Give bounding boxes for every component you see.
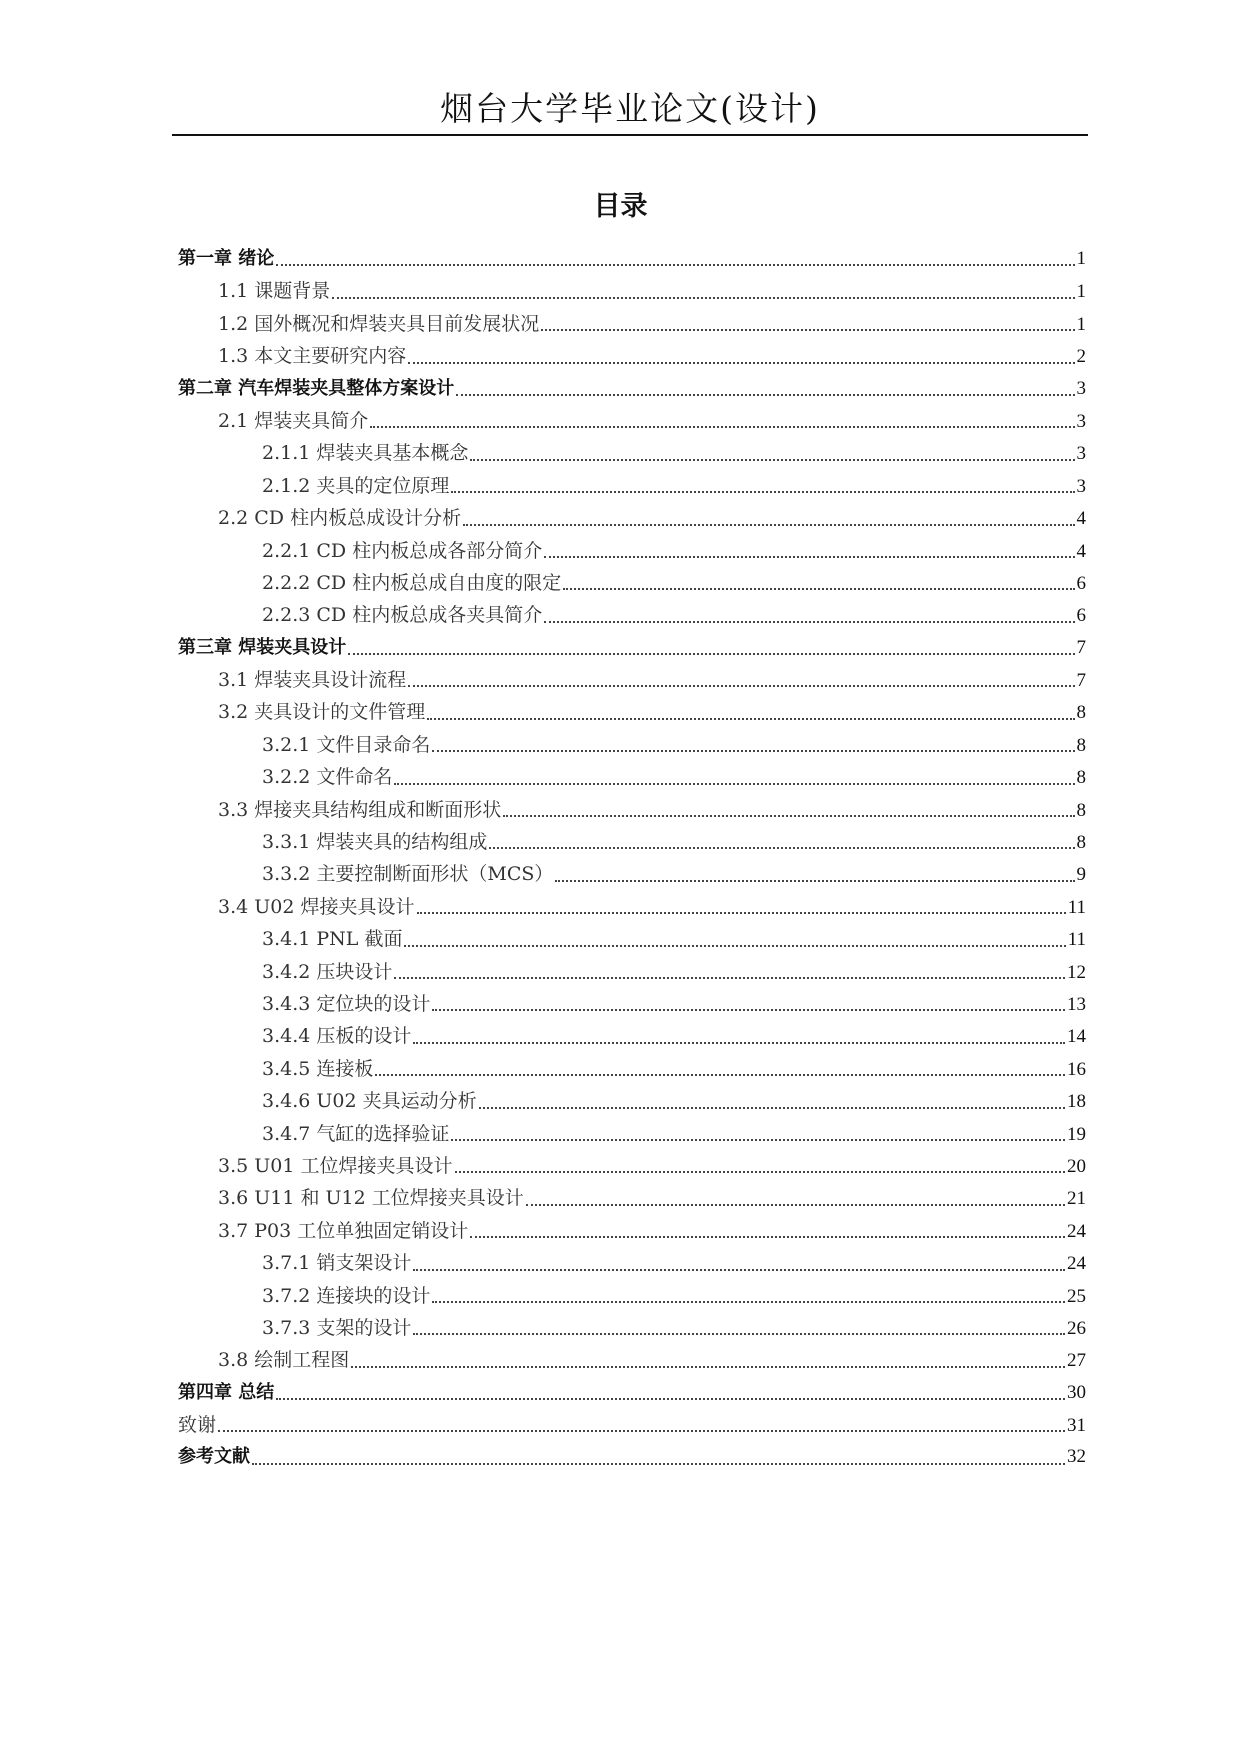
toc-title: 目录 xyxy=(593,191,648,222)
toc-entry-page-number: 4 xyxy=(1076,540,1086,562)
toc-entry-page-number: 8 xyxy=(1076,799,1086,821)
dot-leader xyxy=(351,1365,1065,1368)
dot-leader xyxy=(276,263,1074,266)
toc-entry-label: 3.4.6 U02 夹具运动分析 xyxy=(262,1090,477,1113)
dot-leader xyxy=(489,846,1074,849)
dot-leader xyxy=(348,652,1074,655)
toc-entry-label: 3.2.2 文件命名 xyxy=(262,766,393,789)
toc-entry-page-number: 4 xyxy=(1076,508,1086,530)
toc-entry-page-number: 1 xyxy=(1076,248,1086,269)
toc-entry[interactable] xyxy=(178,1312,1086,1344)
dot-leader xyxy=(252,1462,1065,1465)
toc-entry[interactable] xyxy=(178,891,1086,923)
toc-entry-page-number: 8 xyxy=(1076,767,1086,789)
toc-entry[interactable] xyxy=(178,729,1086,761)
toc-entry-page-number: 25 xyxy=(1067,1285,1086,1307)
toc-entry[interactable] xyxy=(178,956,1086,988)
dot-leader xyxy=(470,458,1074,461)
dot-leader xyxy=(470,1235,1065,1238)
toc-entry[interactable] xyxy=(178,826,1086,858)
toc-entry[interactable] xyxy=(178,1053,1086,1085)
toc-entry-page-number: 26 xyxy=(1067,1317,1086,1339)
toc-entry-page-number: 3 xyxy=(1076,475,1086,497)
toc-entry-label: 2.2 CD 柱内板总成设计分析 xyxy=(218,507,462,530)
dot-leader xyxy=(555,879,1074,882)
table-of-contents xyxy=(178,243,1086,1474)
toc-entry-label: 3.4.7 气缸的选择验证 xyxy=(262,1122,450,1145)
toc-entry-label: 3.3.1 焊装夹具的结构组成 xyxy=(262,831,488,854)
toc-entry[interactable] xyxy=(178,275,1086,307)
toc-entry-label: 3.4.4 压板的设计 xyxy=(262,1025,412,1048)
toc-entry-label: 3.7.2 连接块的设计 xyxy=(262,1284,431,1307)
toc-entry-label: 1.2 国外概况和焊装夹具目前发展状况 xyxy=(218,312,540,335)
toc-entry-page-number: 24 xyxy=(1067,1220,1086,1242)
dot-leader xyxy=(432,749,1074,752)
toc-entry-page-number: 32 xyxy=(1067,1446,1086,1468)
toc-entry-label: 3.5 U01 工位焊接夹具设计 xyxy=(218,1154,453,1177)
toc-entry[interactable] xyxy=(178,1280,1086,1312)
toc-entry-page-number: 30 xyxy=(1067,1381,1086,1403)
toc-entry-page-number: 24 xyxy=(1067,1253,1086,1275)
toc-entry-page-number: 11 xyxy=(1067,896,1086,918)
dot-leader xyxy=(413,1268,1065,1271)
toc-entry[interactable] xyxy=(178,243,1086,275)
toc-entry-page-number: 6 xyxy=(1076,572,1086,594)
dot-leader xyxy=(370,425,1074,428)
toc-entry-label: 3.2.1 文件目录命名 xyxy=(262,733,431,756)
toc-entry-label: 2.2.1 CD 柱内板总成各部分简介 xyxy=(262,539,543,562)
toc-entry[interactable] xyxy=(178,599,1086,631)
toc-entry-page-number: 19 xyxy=(1067,1123,1086,1145)
toc-entry-page-number: 1 xyxy=(1076,281,1086,303)
dot-leader xyxy=(541,328,1074,331)
toc-entry-page-number: 3 xyxy=(1076,443,1086,465)
toc-entry-label: 3.3 焊接夹具结构组成和断面形状 xyxy=(218,798,502,821)
dot-leader xyxy=(432,1300,1065,1303)
dot-leader xyxy=(332,296,1074,299)
toc-entry[interactable] xyxy=(178,1085,1086,1117)
toc-entry[interactable] xyxy=(178,1150,1086,1182)
dot-leader xyxy=(417,911,1066,914)
toc-entry-label: 3.4 U02 焊接夹具设计 xyxy=(218,895,415,918)
toc-entry[interactable] xyxy=(178,632,1086,664)
dot-leader xyxy=(394,782,1074,785)
toc-entry-page-number: 2 xyxy=(1076,346,1086,368)
toc-entry-label: 3.8 绘制工程图 xyxy=(218,1349,350,1372)
toc-entry-page-number: 7 xyxy=(1076,636,1086,658)
toc-entry-label: 第二章 汽车焊装夹具整体方案设计 xyxy=(178,377,455,399)
toc-entry[interactable] xyxy=(178,1247,1086,1279)
toc-entry-page-number: 9 xyxy=(1076,864,1086,886)
toc-entry-label: 3.3.2 主要控制断面形状（MCS） xyxy=(262,863,554,886)
toc-entry-label: 3.4.5 连接板 xyxy=(262,1057,374,1080)
toc-entry[interactable] xyxy=(178,373,1086,405)
toc-entry[interactable] xyxy=(178,696,1086,728)
toc-entry-page-number: 3 xyxy=(1076,377,1086,399)
dot-leader xyxy=(432,1008,1065,1011)
toc-entry-page-number: 8 xyxy=(1076,832,1086,854)
toc-entry[interactable] xyxy=(178,1182,1086,1214)
toc-entry-page-number: 11 xyxy=(1067,929,1086,951)
toc-entry-label: 3.7.3 支架的设计 xyxy=(262,1316,412,1339)
dot-leader xyxy=(413,1041,1065,1044)
dot-leader xyxy=(455,1170,1066,1173)
dot-leader xyxy=(503,814,1074,817)
toc-entry-page-number: 7 xyxy=(1076,670,1086,692)
toc-entry-page-number: 8 xyxy=(1076,702,1086,724)
toc-entry-page-number: 31 xyxy=(1067,1415,1086,1437)
toc-entry[interactable] xyxy=(178,308,1086,340)
toc-entry-page-number: 20 xyxy=(1067,1155,1086,1177)
toc-entry-label: 2.1.1 焊装夹具基本概念 xyxy=(262,442,469,465)
toc-entry[interactable] xyxy=(178,340,1086,372)
toc-entry[interactable] xyxy=(178,858,1086,890)
toc-entry-page-number: 6 xyxy=(1076,605,1086,627)
toc-entry-page-number: 21 xyxy=(1067,1188,1086,1210)
dot-leader xyxy=(479,1106,1065,1109)
header-divider xyxy=(172,134,1088,136)
toc-entry-page-number: 13 xyxy=(1067,993,1086,1015)
toc-entry-label: 3.7.1 销支架设计 xyxy=(262,1252,412,1275)
dot-leader xyxy=(218,1429,1065,1432)
toc-entry-page-number: 3 xyxy=(1076,410,1086,432)
toc-entry-label: 2.1.2 夹具的定位原理 xyxy=(262,474,450,497)
toc-entry[interactable] xyxy=(178,1020,1086,1052)
toc-entry[interactable] xyxy=(178,761,1086,793)
dot-leader xyxy=(563,587,1074,590)
toc-entry[interactable] xyxy=(178,1215,1086,1247)
toc-entry-label: 1.1 课题背景 xyxy=(218,280,331,303)
dot-leader xyxy=(404,944,1065,947)
page-header-title: 烟台大学毕业论文(设计) xyxy=(440,89,820,128)
toc-entry[interactable] xyxy=(178,664,1086,696)
dot-leader xyxy=(456,393,1074,396)
toc-entry[interactable] xyxy=(178,923,1086,955)
toc-entry[interactable] xyxy=(178,1377,1086,1409)
dot-leader xyxy=(544,555,1074,558)
toc-entry[interactable] xyxy=(178,405,1086,437)
dot-leader xyxy=(394,976,1065,979)
dot-leader xyxy=(408,361,1074,364)
toc-entry-page-number: 1 xyxy=(1076,313,1086,335)
toc-entry[interactable] xyxy=(178,502,1086,534)
toc-entry-label: 3.1 焊装夹具设计流程 xyxy=(218,669,407,692)
toc-entry[interactable] xyxy=(178,988,1086,1020)
dot-leader xyxy=(451,1138,1065,1141)
dot-leader xyxy=(526,1203,1065,1206)
dot-leader xyxy=(408,684,1074,687)
toc-entry-label: 1.3 本文主要研究内容 xyxy=(218,345,407,368)
toc-entry-label: 2.1 焊装夹具简介 xyxy=(218,409,369,432)
dot-leader xyxy=(451,490,1074,493)
toc-entry[interactable] xyxy=(178,535,1086,567)
toc-entry-label: 第三章 焊装夹具设计 xyxy=(178,636,347,658)
toc-entry[interactable] xyxy=(178,1344,1086,1376)
toc-entry[interactable] xyxy=(178,794,1086,826)
toc-entry[interactable] xyxy=(178,567,1086,599)
dot-leader xyxy=(427,717,1074,720)
dot-leader xyxy=(276,1397,1065,1400)
toc-entry-label: 2.2.3 CD 柱内板总成各夹具简介 xyxy=(262,604,543,627)
toc-entry-label: 参考文献 xyxy=(178,1446,250,1468)
toc-entry[interactable] xyxy=(178,437,1086,469)
toc-entry-label: 致谢 xyxy=(178,1414,217,1437)
toc-entry-label: 3.4.3 定位块的设计 xyxy=(262,992,431,1015)
toc-entry-page-number: 12 xyxy=(1067,961,1086,983)
toc-entry-label: 第四章 总结 xyxy=(178,1381,275,1403)
toc-entry-page-number: 27 xyxy=(1067,1350,1086,1372)
toc-entry-label: 3.4.2 压块设计 xyxy=(262,960,393,983)
toc-entry-label: 3.2 夹具设计的文件管理 xyxy=(218,701,426,724)
dot-leader xyxy=(544,620,1074,623)
toc-entry-page-number: 8 xyxy=(1076,734,1086,756)
toc-entry-label: 第一章 绪论 xyxy=(178,248,275,269)
toc-entry-label: 3.4.1 PNL 截面 xyxy=(262,928,403,951)
dot-leader xyxy=(413,1332,1065,1335)
toc-entry-label: 3.6 U11 和 U12 工位焊接夹具设计 xyxy=(218,1187,524,1210)
dot-leader xyxy=(375,1073,1065,1076)
toc-entry-page-number: 18 xyxy=(1067,1091,1086,1113)
toc-entry[interactable] xyxy=(178,470,1086,502)
toc-entry-page-number: 16 xyxy=(1067,1058,1086,1080)
toc-entry[interactable] xyxy=(178,1409,1086,1441)
toc-entry-page-number: 14 xyxy=(1067,1026,1086,1048)
toc-entry[interactable] xyxy=(178,1118,1086,1150)
toc-entry[interactable] xyxy=(178,1441,1086,1473)
toc-entry-label: 3.7 P03 工位单独固定销设计 xyxy=(218,1219,469,1242)
dot-leader xyxy=(463,523,1074,526)
toc-entry-label: 2.2.2 CD 柱内板总成自由度的限定 xyxy=(262,571,562,594)
